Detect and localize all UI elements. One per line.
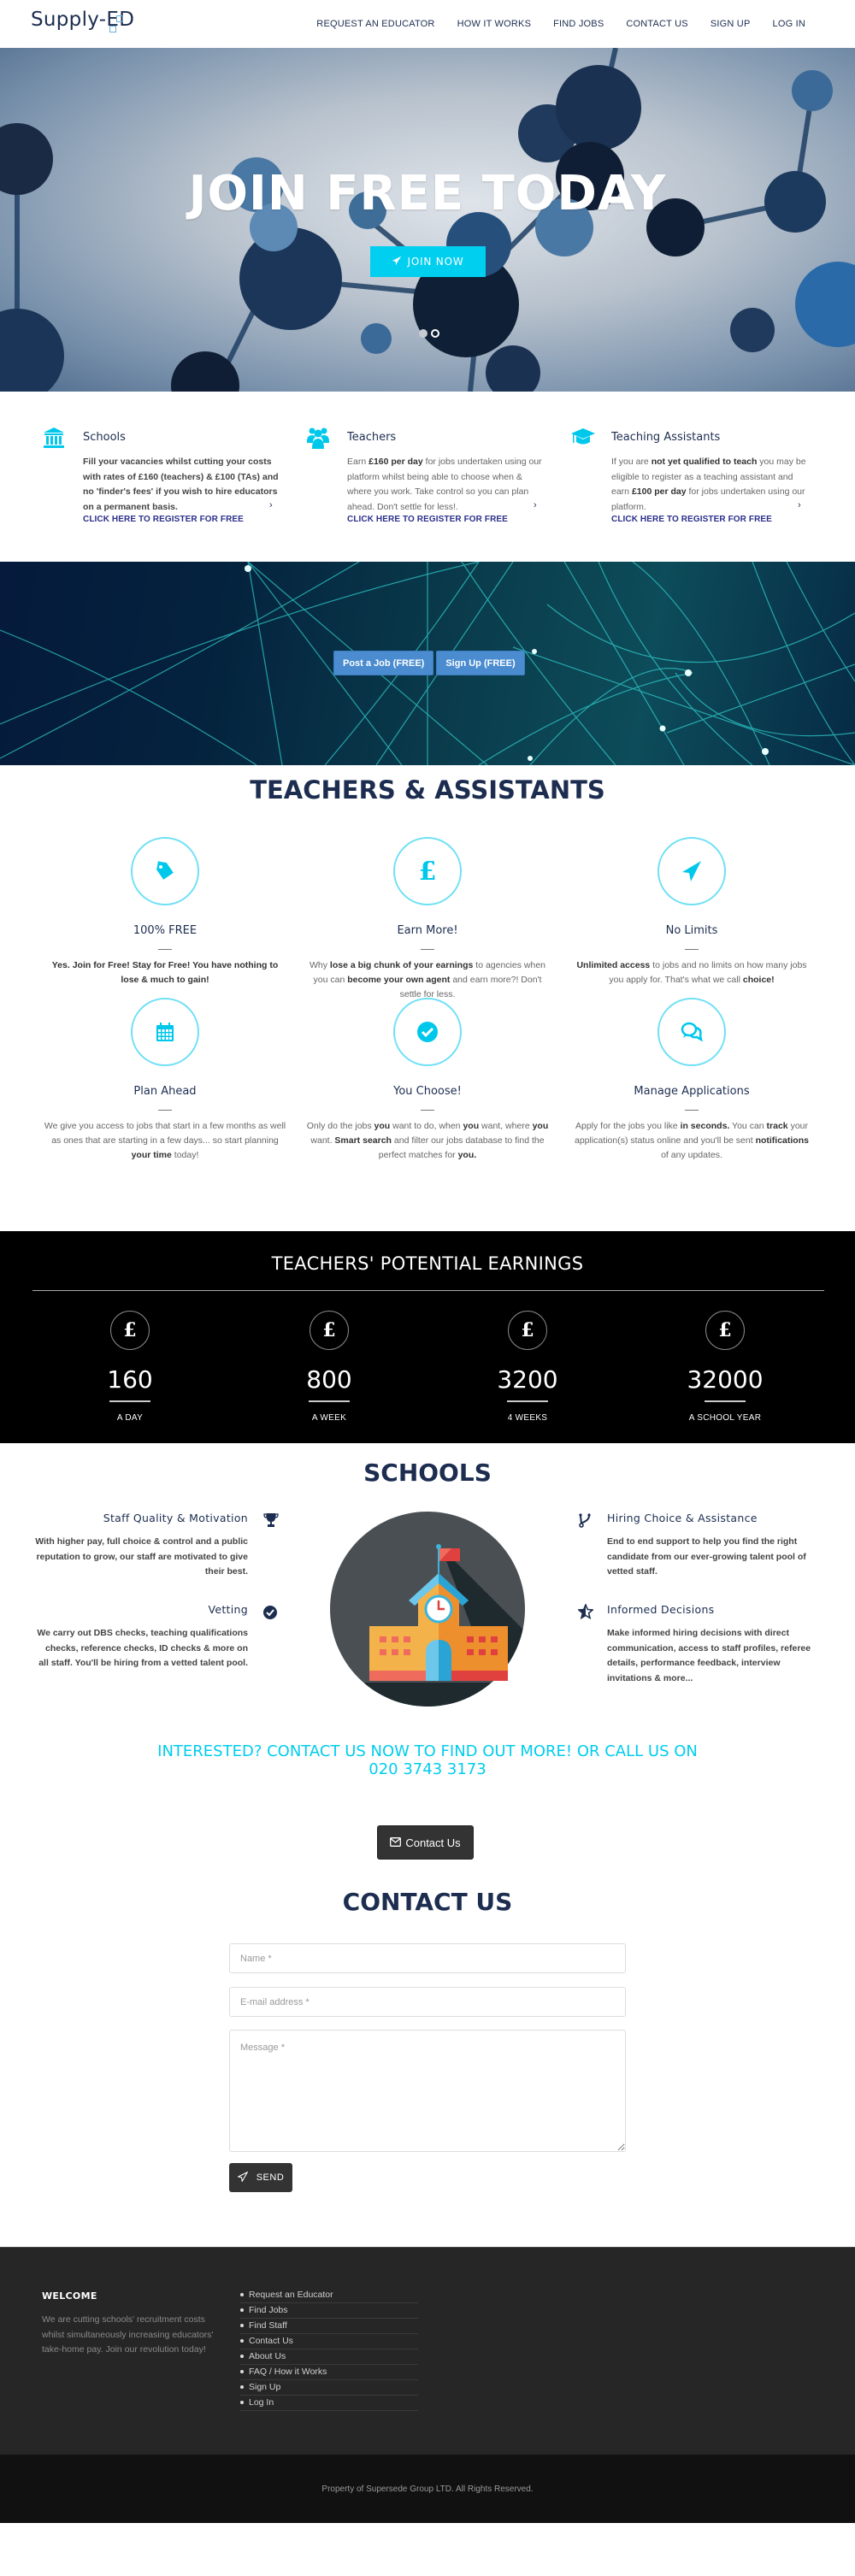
logo-mark-icon (108, 10, 127, 32)
feature-title: 100% FREE (133, 924, 198, 937)
earning-4-weeks (459, 1311, 596, 1423)
nav-find-jobs[interactable]: FIND JOBS (553, 19, 604, 29)
divider (685, 1110, 699, 1111)
divider (421, 1110, 434, 1111)
register-link-schools[interactable]: CLICK HERE TO REGISTER FOR FREE (83, 515, 244, 524)
feature-earn-more (299, 837, 556, 1002)
feature-you-choose (299, 998, 556, 1163)
feature-no-limits (563, 837, 820, 987)
underline (507, 1400, 548, 1402)
intro-text: If you are not yet qualified to teach you may be eligible to register as a teaching assistant and earn £100 per day for jobs undertaken using our platform. (611, 457, 806, 512)
nav-log-in[interactable]: LOG IN (772, 19, 805, 29)
graduation-cap-icon (570, 426, 596, 451)
users-icon (306, 426, 332, 451)
school-feature-informed-decisions (607, 1603, 821, 1686)
hero-title: JOIN FREE TODAY (188, 166, 667, 221)
teachers-assistants-section (0, 765, 855, 1231)
school-feature-title: Informed Decisions (607, 1603, 715, 1616)
bank-icon (42, 426, 68, 451)
school-feature-staff-quality (34, 1512, 248, 1580)
join-now-label: JOIN NOW (407, 256, 464, 268)
hero-slider (0, 48, 855, 392)
feature-text: Yes. Join for Free! Stay for Free! You have nothing to lose & much to gain! (51, 960, 279, 985)
earning-day (62, 1311, 198, 1423)
divider (158, 1110, 172, 1111)
trophy-icon (263, 1512, 279, 1528)
copyright-text: Property of Supersede Group LTD. All Rights Reserved. (321, 2484, 534, 2494)
main-nav (294, 19, 805, 29)
feature-text: Unlimited access to jobs and no limits on how many jobs you apply for. That's what we call choice! (576, 960, 807, 985)
school-feature-text: End to end support to help you find the right candidate from our ever-growing talent pool of vetted staff. (607, 1536, 806, 1577)
footer-link-request-educator[interactable]: Request an Educator (240, 2290, 418, 2303)
feature-title: Earn More! (397, 924, 458, 937)
footer-links (240, 2290, 418, 2411)
send-label: SEND (256, 2172, 285, 2183)
footer-link-contact-us[interactable]: Contact Us (240, 2334, 418, 2349)
intro-title: Teachers (347, 431, 397, 444)
comments-icon (657, 998, 726, 1066)
nav-contact-us[interactable]: CONTACT US (626, 19, 688, 29)
paper-plane-icon (238, 2172, 248, 2184)
message-textarea[interactable] (229, 2030, 626, 2152)
school-feature-vetting (34, 1603, 248, 1671)
slider-dot-1[interactable] (419, 329, 428, 338)
divider (421, 949, 434, 950)
school-feature-text: We carry out DBS checks, teaching qualifications checks, reference checks, ID checks & more on all staff. You'll be hiring from a vetted talent pool. (37, 1628, 248, 1668)
earning-value: 800 (306, 1365, 352, 1394)
section-title: CONTACT US (342, 1888, 513, 1916)
contact-us-button[interactable] (377, 1825, 474, 1860)
school-feature-title: Vetting (208, 1603, 248, 1616)
underline (109, 1400, 150, 1402)
earning-label: A WEEK (311, 1413, 347, 1423)
footer-link-about-us[interactable]: About Us (240, 2349, 418, 2365)
earnings-title: TEACHERS' POTENTIAL EARNINGS (271, 1253, 584, 1274)
footer-link-log-in[interactable]: Log In (240, 2396, 418, 2411)
feature-plan-ahead (37, 998, 293, 1163)
feature-free (37, 837, 293, 987)
school-building-illustration (330, 1512, 525, 1707)
phone-number[interactable]: 020 3743 3173 (369, 1760, 486, 1778)
intro-text: Earn £160 per day for jobs undertaken using our platform whilst being able to choose when & where you work. Take control so you can plan ahead. Don't settle for less!. (347, 457, 542, 512)
earnings-section (0, 1231, 855, 1443)
envelope-icon (390, 1836, 401, 1849)
footer-link-sign-up[interactable]: Sign Up (240, 2380, 418, 2396)
name-input[interactable] (229, 1943, 626, 1973)
feature-text: Only do the jobs you want to do, when you want, where you want. Smart search and filter our jobs database to find the perfect matches for you. (306, 1121, 549, 1160)
site-header (0, 0, 855, 48)
star-half-icon (578, 1604, 593, 1619)
join-now-button[interactable] (370, 246, 486, 277)
register-link-assistants[interactable]: CLICK HERE TO REGISTER FOR FREE (611, 515, 772, 524)
section-title: TEACHERS & ASSISTANTS (250, 775, 605, 805)
feature-text: Why lose a big chunk of your earnings to agencies when you can become your own agent and earn more?! Don't settle for less. (309, 960, 546, 999)
send-button[interactable] (229, 2163, 292, 2192)
chevron-right-icon[interactable]: › (798, 500, 801, 510)
banner-buttons (333, 651, 525, 675)
footer-heading: WELCOME (42, 2290, 97, 2302)
paper-plane-icon (392, 256, 402, 268)
pound-icon: £ (393, 837, 462, 905)
intro-columns (0, 392, 855, 562)
check-circle-icon (393, 998, 462, 1066)
network-banner (0, 562, 855, 765)
earning-week (261, 1311, 398, 1423)
footer-link-find-staff[interactable]: Find Staff (240, 2319, 418, 2334)
school-feature-text: Make informed hiring decisions with direct communication, access to staff profiles, referee details, performance feedback, interview invitations & more... (607, 1628, 811, 1683)
feature-manage-applications (563, 998, 820, 1163)
pound-icon: £ (705, 1311, 745, 1350)
earning-label: A DAY (116, 1413, 144, 1423)
footer-about: We are cutting schools' recruitment costs whilst simultaneously increasing educators' take-home pay. Join our revolution today! (42, 2314, 214, 2355)
chevron-right-icon[interactable]: › (534, 500, 537, 510)
school-feature-title: Hiring Choice & Assistance (607, 1512, 758, 1524)
earning-value: 3200 (497, 1365, 558, 1394)
email-input[interactable] (229, 1987, 626, 2017)
earning-school-year (657, 1311, 793, 1423)
calendar-icon (131, 998, 199, 1066)
schools-section (0, 1443, 855, 1734)
logo[interactable]: Supply-ED (31, 9, 135, 31)
earning-label: A SCHOOL YEAR (688, 1413, 762, 1423)
cta-heading (0, 1742, 855, 1778)
feature-text: Apply for the jobs you like in seconds. You can track your application(s) status online and you'll be sent notifications of any updates. (575, 1121, 809, 1160)
earning-value: 160 (107, 1365, 153, 1394)
intro-text: Fill your vacancies whilst cutting your costs with rates of £160 (teachers) & £100 (TAs) and no 'finder's fees' if you wish to hire educators on a permanent basis. (83, 457, 279, 512)
cta-line-1: INTERESTED? CONTACT US NOW TO FIND OUT MORE! OR CALL US ON (157, 1742, 698, 1760)
site-footer (0, 2247, 855, 2455)
nav-how-it-works[interactable]: HOW IT WORKS (457, 19, 532, 29)
pound-icon: £ (110, 1311, 150, 1350)
contact-section (0, 1871, 855, 2247)
pound-icon: £ (310, 1311, 349, 1350)
copyright-bar (0, 2455, 855, 2523)
divider (32, 1290, 824, 1291)
check-circle-icon (262, 1605, 278, 1620)
underline (309, 1400, 350, 1402)
contact-us-label: Contact Us (405, 1836, 461, 1849)
underline (705, 1400, 746, 1402)
earning-label: 4 WEEKS (507, 1413, 548, 1423)
earning-value: 32000 (687, 1365, 764, 1394)
slider-dots (419, 329, 439, 338)
divider (158, 949, 172, 950)
chevron-right-icon[interactable]: › (269, 500, 273, 510)
school-feature-hiring-choice (607, 1512, 821, 1580)
nav-request-educator[interactable]: REQUEST AN EDUCATOR (316, 19, 435, 29)
feature-text: We give you access to jobs that start in a few months as well as ones that are starting in a few days... so start planning your time today! (44, 1121, 286, 1160)
divider (685, 949, 699, 950)
school-feature-title: Staff Quality & Motivation (103, 1512, 248, 1524)
sign-up-button[interactable]: Sign Up (FREE) (436, 651, 524, 675)
slider-dot-2[interactable] (431, 329, 439, 338)
pound-icon: £ (508, 1311, 547, 1350)
footer-link-faq[interactable]: FAQ / How it Works (240, 2365, 418, 2380)
paper-plane-icon (657, 837, 726, 905)
feature-title: Plan Ahead (133, 1085, 197, 1098)
intro-title: Schools (83, 431, 126, 444)
contact-cta-section (0, 1734, 855, 1871)
feature-title: No Limits (665, 924, 718, 937)
school-feature-text: With higher pay, full choice & control and a public reputation to grow, our staff are motivated to give their best. (35, 1536, 248, 1577)
intro-title: Teaching Assistants (611, 431, 721, 444)
section-title: SCHOOLS (363, 1459, 492, 1487)
footer-link-find-jobs[interactable]: Find Jobs (240, 2303, 418, 2319)
feature-title: Manage Applications (634, 1085, 750, 1098)
tag-icon (131, 837, 199, 905)
feature-title: You Choose! (393, 1085, 462, 1098)
nav-sign-up[interactable]: SIGN UP (710, 19, 751, 29)
post-job-button[interactable]: Post a Job (FREE) (333, 651, 433, 675)
code-fork-icon (578, 1512, 593, 1528)
register-link-teachers[interactable]: CLICK HERE TO REGISTER FOR FREE (347, 515, 508, 524)
